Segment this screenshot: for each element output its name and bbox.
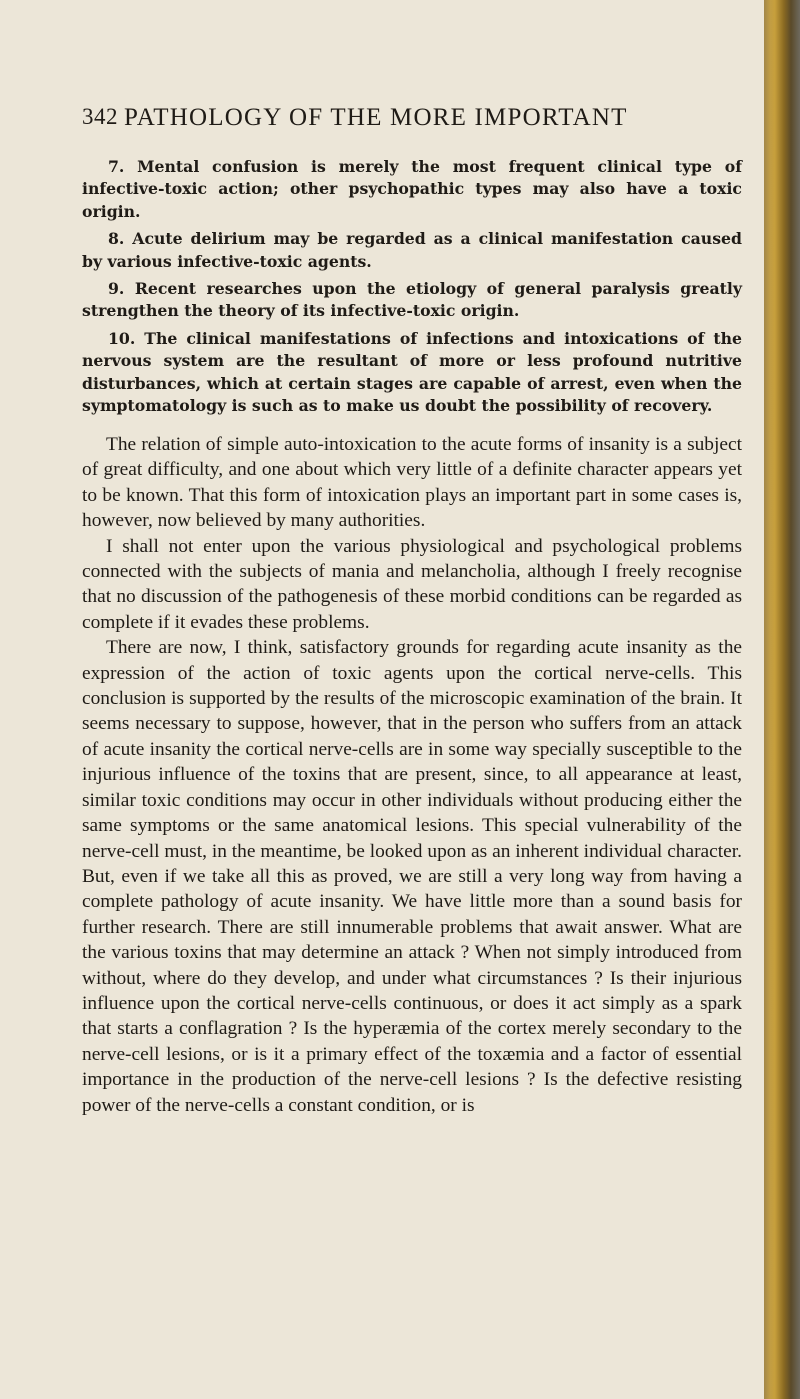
page-number: 342	[82, 104, 118, 129]
numbered-conclusions	[82, 156, 742, 422]
conclusion-item: 9. Recent researches upon the etiology of general paralysis greatly strengthen the theory of its infective-toxic origin.	[82, 279, 742, 321]
paragraph: The relation of simple auto-intoxication to the acute forms of insanity is a subject of great difficulty, and one about which very little of a definite character appears yet to be known. That this form of intoxication plays an important part in some cases is, however, now believed by many authorities.	[82, 434, 742, 532]
paragraph: I shall not enter upon the various physiological and psychological problems connected with the subjects of mania and melancholia, although I freely recognise that no discussion of the pathogenesis of these morbid conditions can be regarded as complete if it evades these problems.	[82, 535, 742, 633]
body-text	[82, 432, 742, 1118]
running-header	[82, 104, 742, 140]
paragraph: There are now, I think, satisfactory grounds for regarding acute insanity as the expression of the action of toxic agents upon the cortical nerve-cells. This conclusion is supported by the results of the microscopic examination of the brain. It seems necessary to suppose, however, that in the person who suffers from an attack of acute insanity the cortical nerve-cells are in some way specially susceptible to the injurious influence of the toxins that are present, since, to all appearance at least, similar toxic conditions may occur in other individuals without producing either the same symptoms or the same anatomical lesions. This special vulnerability of the nerve-cell must, in the meantime, be looked upon as an inherent individual character. But, even if we take all this as proved, we are still a very long way from having a complete pathology of acute insanity. We have little more than a sound basis for further research. There are still innumerable problems that await answer. What are the various toxins that may determine an attack ? When not simply introduced from without, where do they develop, and under what circumstances ? Is their injurious influence upon the cortical nerve-cells continuous, or does it act simply as a spark that starts a conflagration ? Is the hyperæmia of the cortex merely secondary to the nerve-cell lesions, or is it a primary effect of the toxæmia and a factor of essential importance in the production of the nerve-cell lesions ? Is the defective resisting power of the nerve-cells a constant condition, or is	[82, 637, 742, 1116]
conclusion-item: 7. Mental confusion is merely the most frequent clinical type of infective-toxic action; other psychopathic types may also have a toxic origin.	[82, 157, 742, 221]
page-edge	[764, 0, 800, 1399]
running-title: PATHOLOGY OF THE MORE IMPORTANT	[124, 104, 628, 131]
conclusion-item: 8. Acute delirium may be regarded as a clinical manifestation caused by various infective-toxic agents.	[82, 229, 742, 271]
conclusion-item: 10. The clinical manifestations of infections and intoxications of the nervous system are the resultant of more or less profound nutritive disturbances, which at certain stages are capable of arrest, even when the symptomatology is such as to make us doubt the possibility of recovery.	[82, 328, 742, 416]
